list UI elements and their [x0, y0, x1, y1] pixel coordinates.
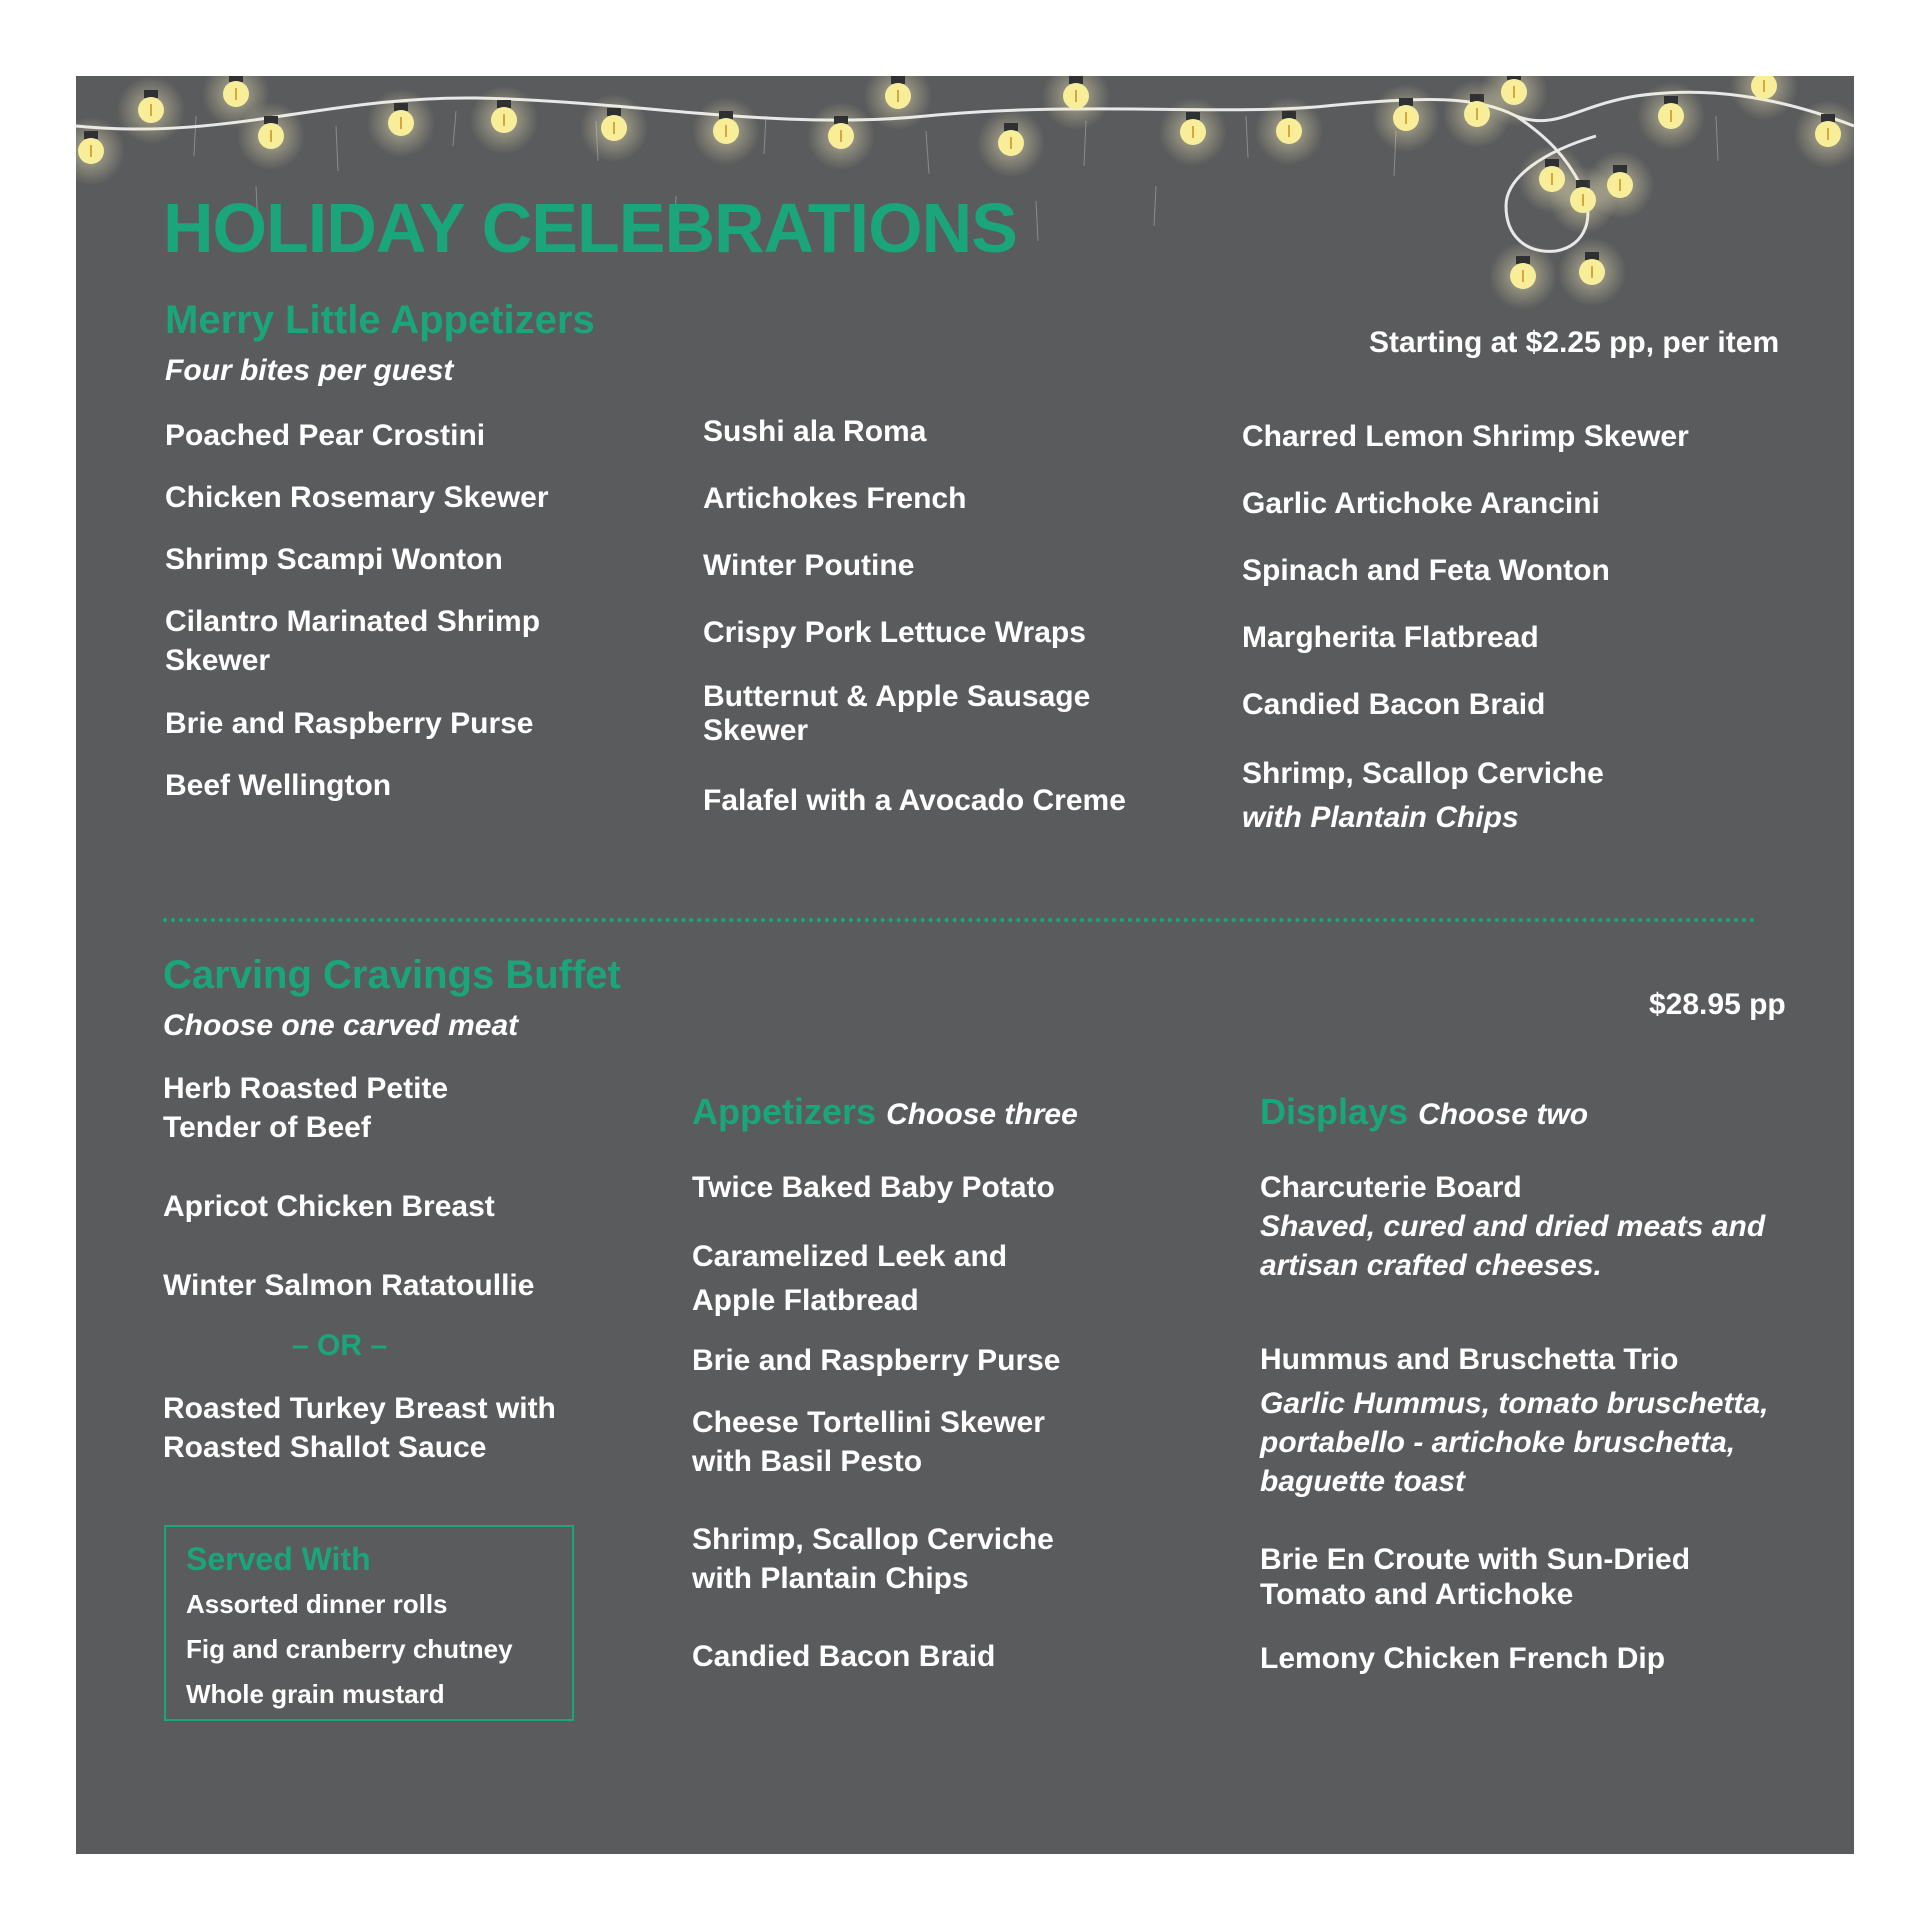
display-item-main: Charcuterie Board — [1260, 1171, 1522, 1204]
menu-item: Brie and Raspberry Purse — [165, 707, 534, 740]
meat-option: Apricot Chicken Breast — [163, 1190, 495, 1223]
bulb-socket — [394, 103, 408, 111]
bulb-socket — [1585, 252, 1599, 260]
bulb-socket — [607, 108, 621, 116]
appetizers-section-subtitle: Four bites per guest — [165, 354, 454, 387]
menu-item-note: with Plantain Chips — [1242, 801, 1519, 834]
appetizers-price: Starting at $2.25 pp, per item — [1369, 326, 1780, 359]
section-divider — [163, 918, 1756, 922]
menu-item: Charred Lemon Shrimp Skewer — [1242, 420, 1689, 453]
menu-item: Beef Wellington — [165, 769, 392, 802]
menu-item: Poached Pear Crostini — [165, 419, 486, 452]
buffet-appetizer-item: Candied Bacon Braid — [692, 1640, 996, 1673]
display-item — [1260, 1168, 1790, 1285]
buffet-appetizers-choose: Choose three — [886, 1098, 1078, 1131]
menu-panel — [76, 76, 1854, 1854]
buffet-appetizers-heading — [692, 1091, 1078, 1133]
menu-item: Shrimp Scampi Wonton — [165, 543, 503, 576]
menu-item: Margherita Flatbread — [1242, 621, 1539, 654]
bulb-socket — [1613, 165, 1627, 173]
bulb-socket — [497, 100, 511, 108]
bulb-socket — [1545, 159, 1559, 167]
served-with-item: Assorted dinner rolls — [186, 1589, 448, 1619]
menu-item-main: Shrimp, Scallop Cerviche — [1242, 757, 1604, 790]
meat-option: Winter Salmon Ratatoullie — [163, 1269, 535, 1302]
display-item-main: Hummus and Bruschetta Trio — [1260, 1343, 1679, 1376]
meat-option: Roasted Turkey Breast with Roasted Shallot Sauce — [163, 1392, 556, 1464]
bulb-socket — [264, 116, 278, 124]
display-item — [1260, 1340, 1790, 1501]
display-item-note: Garlic Hummus, tomato bruschetta, portabello - artichoke bruschetta, baguette toast — [1260, 1387, 1769, 1498]
buffet-section-subtitle: Choose one carved meat — [163, 1009, 519, 1042]
buffet-appetizer-item: Shrimp, Scallop Cerviche with Plantain Chips — [692, 1523, 1054, 1595]
served-with-box — [164, 1525, 574, 1721]
served-with-title: Served With — [186, 1541, 371, 1577]
displays-choose: Choose two — [1418, 1098, 1589, 1131]
bulb-socket — [84, 131, 98, 139]
bulb-socket — [1282, 111, 1296, 119]
bulb-socket — [1664, 96, 1678, 104]
bulb-socket — [1069, 76, 1083, 84]
page-title: HOLIDAY CELEBRATIONS — [163, 189, 1017, 267]
menu-item: Spinach and Feta Wonton — [1242, 554, 1610, 587]
bulb-socket — [1186, 112, 1200, 120]
buffet-appetizer-item: Brie and Raspberry Purse — [692, 1344, 1061, 1377]
buffet-section-title: Carving Cravings Buffet — [163, 953, 621, 997]
meat-option: Herb Roasted Petite Tender of Beef — [163, 1072, 449, 1144]
display-item: Brie En Croute with Sun-Dried Tomato and Artichoke — [1260, 1543, 1691, 1611]
bulb-socket — [1004, 123, 1018, 131]
or-separator: – OR – — [292, 1329, 388, 1362]
bulb-socket — [144, 90, 158, 98]
bulb-socket — [1821, 114, 1835, 122]
appetizers-section-title: Merry Little Appetizers — [165, 298, 595, 342]
served-with-item: Whole grain mustard — [186, 1679, 445, 1709]
menu-item: Candied Bacon Braid — [1242, 688, 1546, 721]
menu-item: Garlic Artichoke Arancini — [1242, 487, 1600, 520]
menu-item: Chicken Rosemary Skewer — [165, 481, 549, 514]
served-with-item: Fig and cranberry chutney — [186, 1634, 513, 1664]
buffet-appetizer-item: Cheese Tortellini Skewer with Basil Pesto — [692, 1406, 1045, 1478]
displays-heading — [1260, 1091, 1588, 1133]
menu-item: Sushi ala Roma — [703, 415, 927, 448]
menu-item: Butternut & Apple Sausage Skewer — [703, 680, 1091, 747]
buffet-appetizer-item: Twice Baked Baby Potato — [692, 1171, 1055, 1204]
bulb-socket — [834, 116, 848, 124]
buffet-appetizer-item: Caramelized Leek and Apple Flatbread — [692, 1240, 1008, 1317]
bulb-socket — [891, 76, 905, 84]
buffet-price: $28.95 pp — [1649, 988, 1786, 1021]
menu-item — [1242, 752, 1762, 840]
buffet-appetizers-label: Appetizers — [692, 1091, 877, 1132]
menu-item: Artichokes French — [703, 482, 967, 515]
bulb-socket — [1516, 256, 1530, 264]
menu-item: Crispy Pork Lettuce Wraps — [703, 616, 1086, 649]
menu-item: Winter Poutine — [703, 549, 915, 582]
menu-item: Falafel with a Avocado Creme — [703, 784, 1126, 817]
bulb-socket — [719, 111, 733, 119]
display-item-note: Shaved, cured and dried meats and artisan crafted cheeses. — [1260, 1210, 1766, 1282]
displays-label: Displays — [1260, 1091, 1409, 1132]
menu-item: Cilantro Marinated Shrimp Skewer — [165, 605, 541, 677]
bulb-socket — [1399, 98, 1413, 106]
display-item: Lemony Chicken French Dip — [1260, 1642, 1666, 1675]
